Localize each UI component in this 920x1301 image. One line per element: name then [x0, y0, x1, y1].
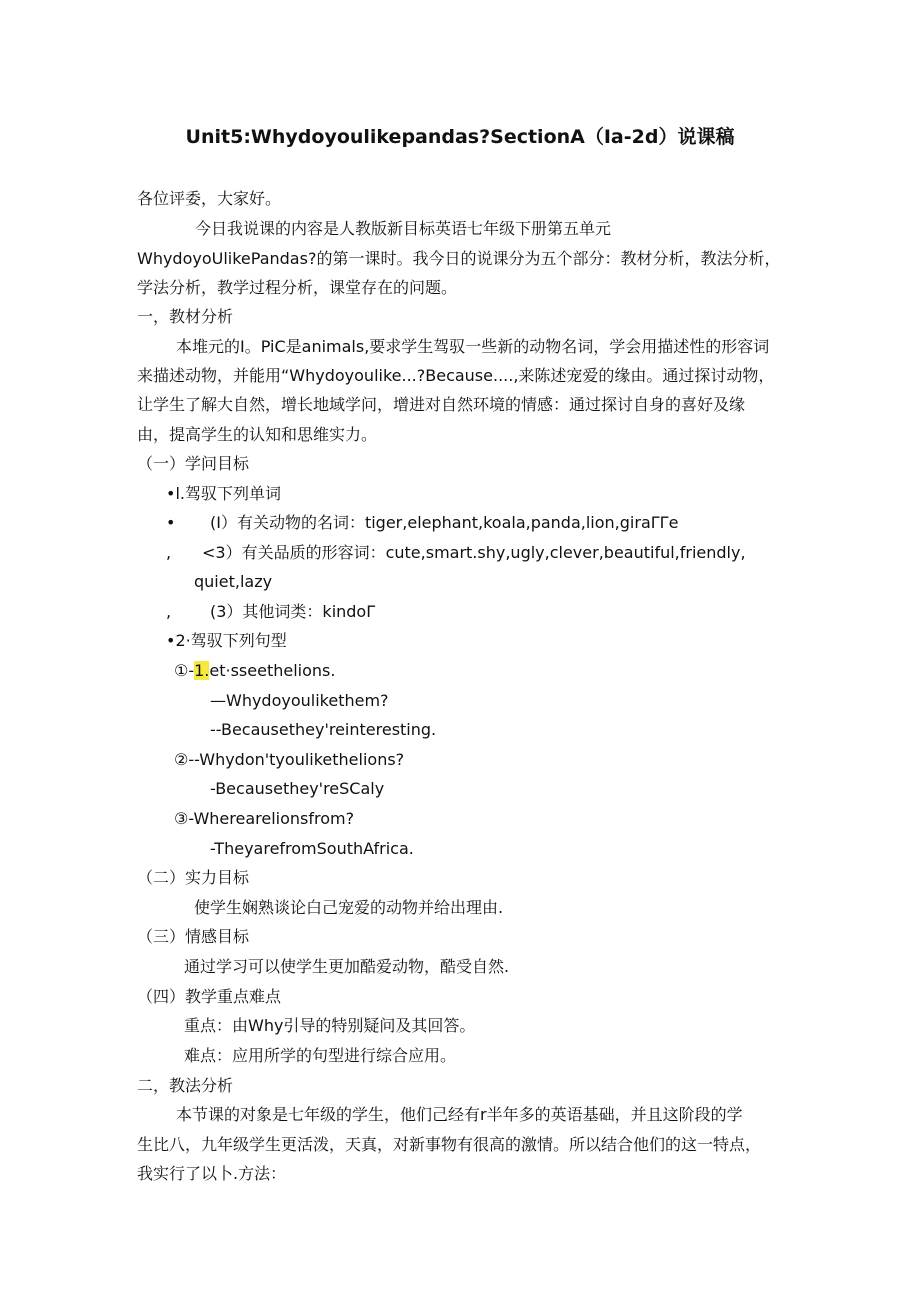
method-para-line-2: 生比八，九年级学生更活泼，天真，对新事物有很高的激情。所以结合他们的这一特点，: [137, 1135, 762, 1154]
textbook-para-line-2: 来描述动物，并能用“Whydoyoulike...?Because....,来陈述宠爱的缘由。通过探讨动物，: [137, 366, 775, 385]
subheading-emotion-goals: （三）情感目标: [137, 927, 250, 946]
knowledge-item-2: •2·驾驭下列句型: [166, 631, 287, 650]
subheading-key-points: （四）教学重点难点: [137, 987, 282, 1006]
method-para-line-3: 我实行了以卜.方法：: [137, 1164, 287, 1183]
bullet-mark-1: •: [166, 513, 176, 532]
highlighted-text: 1.: [194, 661, 210, 680]
sentence-3-line-2: -TheyarefromSouthAfrica.: [210, 839, 414, 858]
subheading-ability-goals: （二）实力目标: [137, 868, 250, 887]
sentence-2-line-2: -Becausethey'reSCaly: [210, 779, 385, 798]
vocab-animal-nouns: (I）有关动物的名词：tiger,elephant,koala,panda,lion,giraΓΓe: [210, 513, 679, 532]
section-heading-teaching-method: 二，教法分析: [137, 1076, 234, 1095]
sentence-1-line-1: [174, 660, 335, 682]
key-point-text: 重点：由Why引导的特别疑问及其回答。: [184, 1016, 476, 1035]
knowledge-item-1: •l.驾驭下列单词: [166, 484, 281, 503]
document-title: Unit5:Whydoyoulikepandas?SectionA（Ia-2d）说课稿: [185, 126, 735, 148]
sentence-1-line-3: --Becausethey'reinteresting.: [210, 720, 437, 739]
difficulty-text: 难点：应用所学的句型进行综合应用。: [184, 1046, 457, 1065]
emotion-goals-text: 通过学习可以使学生更加酷爱动物，酷受自然.: [184, 957, 510, 976]
method-para-line-1: 本节课的对象是七年级的学生，他们己经有r半年多的英语基础，并且这阶段的学: [176, 1105, 743, 1124]
greeting: 各位评委，大家好。: [137, 189, 282, 208]
textbook-para-line-1: 本堆元的I。PiC是animals,要求学生驾驭一些新的动物名词，学会用描述性的形容词: [176, 337, 770, 356]
subheading-knowledge-goals: （一）学问目标: [137, 454, 250, 473]
ability-goals-text: 使学生娴熟谈论白己宠爱的动物并给出理由.: [194, 898, 504, 917]
vocab-adjectives-cont: quiet,lazy: [194, 572, 273, 591]
vocab-other: (3）其他词类：kindoΓ: [210, 602, 376, 621]
vocab-adjectives: <3）有关品质的形容词：cute,smart.shy,ugly,clever,beautiful,friendly,: [202, 543, 746, 562]
textbook-para-line-3: 让学生了解大自然，增长地域学问，增进对自然环境的情感：通过探讨自身的喜好及缘: [137, 395, 746, 414]
intro-line-1: 今日我说课的内容是人教版新目标英语七年级下册第五单元: [195, 219, 612, 238]
textbook-para-line-4: 由，提高学生的认知和思维实力。: [137, 425, 378, 444]
bullet-mark-3: ,: [166, 602, 172, 621]
intro-line-2: WhydoyoUlikePandas?的第一课时。我今日的说课分为五个部分：教材分析，教法分析，: [137, 249, 781, 268]
sentence-1-rest: et·sseethelions.: [209, 661, 336, 680]
intro-line-3: 学法分析，教学过程分析，课堂存在的问题。: [137, 278, 458, 297]
bullet-mark-2: ,: [166, 543, 172, 562]
sentence-2-line-1: ②--Whydon'tyoulikethelions?: [174, 750, 405, 769]
sentence-1-prefix: ①-: [174, 661, 195, 680]
section-heading-textbook: 一，教材分析: [137, 307, 234, 326]
sentence-1-line-2: —Whydoyoulikethem?: [210, 691, 389, 710]
sentence-3-line-1: ③-Wherearelionsfrom?: [174, 809, 355, 828]
